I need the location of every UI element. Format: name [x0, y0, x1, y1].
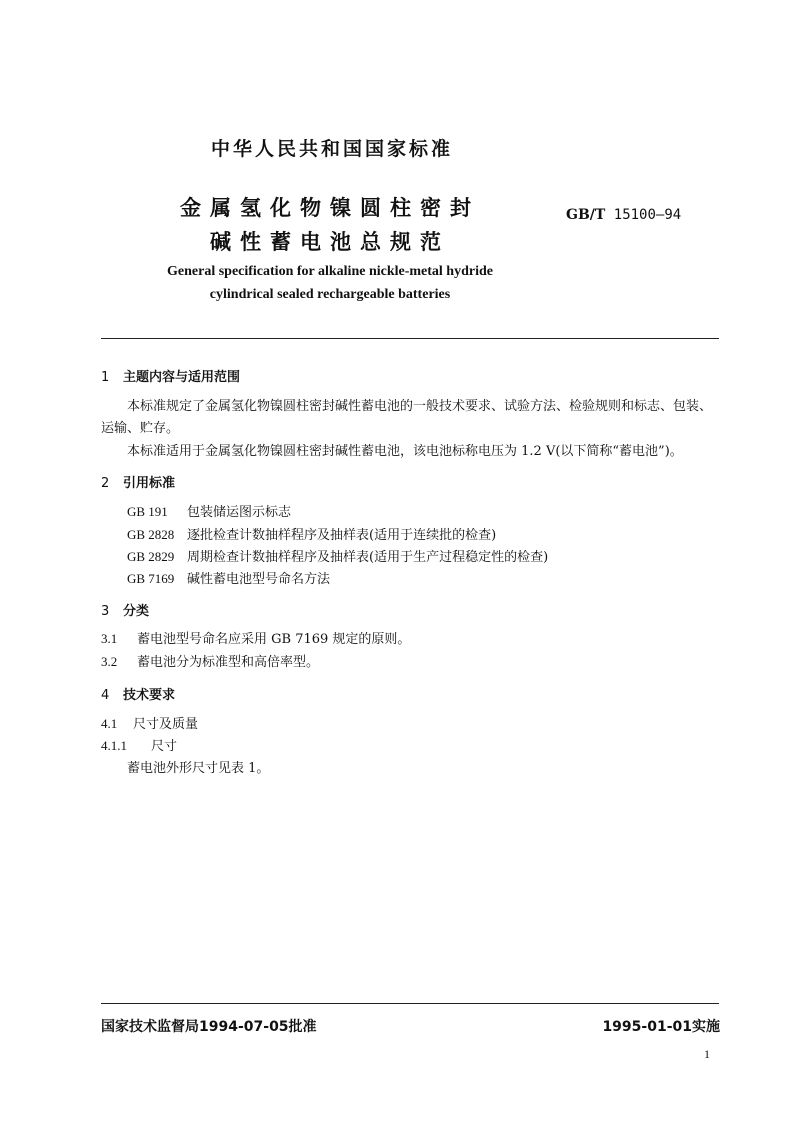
section-1-paragraph-1: 本标准规定了金属氢化物镍圆柱密封碱性蓄电池的一般技术要求、试验方法、检验规则和标志、包装、运输、贮存。 [101, 399, 713, 436]
title-cn-line1: 金属氢化物镍圆柱密封 [180, 196, 480, 220]
clause-text: 尺寸 [151, 739, 178, 754]
page-number: 1 [704, 1047, 710, 1061]
clause-text: 蓄电池型号命名应采用 GB 7169 规定的原则。 [137, 632, 411, 647]
reference-title: 包装储运图示标志 [187, 505, 292, 520]
reference-item [127, 501, 291, 520]
national-standard-heading: 中华人民共和国国家标准 [210, 138, 453, 160]
clause-item [101, 713, 198, 732]
effective-date: 1995-01-01实施 [602, 1019, 720, 1035]
reference-code: GB 7169 [127, 571, 175, 586]
section-2-title: 引用标准 [123, 476, 176, 491]
standard-code: 15100—94 [613, 207, 682, 223]
section-3-heading [101, 600, 149, 619]
section-4-paragraph: 蓄电池外形尺寸见表 1。 [127, 761, 270, 776]
section-1-paragraph-2: 本标准适用于金属氢化物镍圆柱密封碱性蓄电池，该电池标称电压为 1.2 V(以下简称“蓄电池”)。 [127, 444, 683, 459]
section-1-title: 主题内容与适用范围 [123, 370, 241, 385]
reference-code: GB 191 [127, 504, 168, 519]
clause-number: 3.1 [101, 631, 118, 646]
reference-item [127, 546, 548, 565]
standard-prefix: GB/T [566, 207, 606, 223]
section-4-title: 技术要求 [123, 688, 176, 703]
reference-title: 周期检查计数抽样程序及抽样表(适用于生产过程稳定性的检查) [187, 550, 549, 565]
title-en-line1: General specification for alkaline nickle-metal hydride [167, 264, 493, 279]
section-1-number: 1 [101, 370, 110, 385]
header-divider [101, 338, 719, 339]
clause-text: 尺寸及质量 [133, 717, 199, 732]
clause-number: 4.1 [101, 716, 118, 731]
section-2-number: 2 [101, 476, 110, 491]
clause-number: 3.2 [101, 654, 118, 669]
section-4-number: 4 [101, 688, 110, 703]
section-1-heading [101, 366, 240, 385]
clause-item [101, 628, 410, 647]
reference-title: 逐批检查计数抽样程序及抽样表(适用于连续批的检查) [187, 528, 497, 543]
reference-title: 碱性蓄电池型号命名方法 [187, 572, 331, 587]
section-3-number: 3 [101, 604, 110, 619]
section-3-title: 分类 [123, 604, 150, 619]
title-en-line2: cylindrical sealed rechargeable batteries [209, 287, 451, 302]
approval-date: 国家技术监督局1994-07-05批准 [101, 1019, 317, 1035]
clause-text: 蓄电池分为标准型和高倍率型。 [137, 655, 320, 670]
standard-number [566, 207, 681, 223]
title-cn-line2: 碱性蓄电池总规范 [210, 230, 450, 254]
clause-item [101, 651, 319, 670]
section-4-heading [101, 684, 175, 703]
reference-item [127, 568, 330, 587]
footer-divider [101, 1003, 719, 1004]
reference-code: GB 2829 [127, 549, 175, 564]
clause-item [101, 735, 177, 754]
section-2-heading [101, 472, 175, 491]
reference-item [127, 524, 496, 543]
reference-code: GB 2828 [127, 527, 175, 542]
clause-number: 4.1.1 [101, 738, 127, 753]
